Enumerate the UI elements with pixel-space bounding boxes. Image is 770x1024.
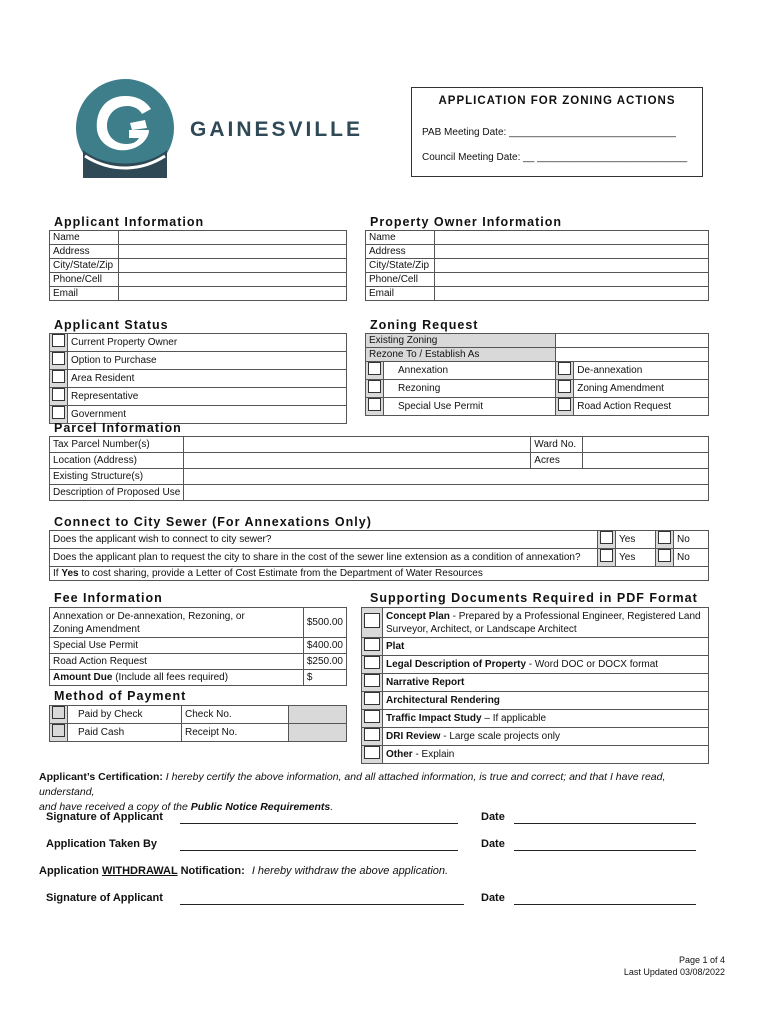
owner-field-label: Address xyxy=(366,245,435,259)
applicant-address-input[interactable] xyxy=(119,245,347,259)
withdraw-text: I hereby withdraw the above application. xyxy=(251,865,449,877)
status-representative-checkbox[interactable] xyxy=(52,388,65,401)
checkbox-cell xyxy=(362,746,383,764)
paid-cash-label: Paid Cash xyxy=(68,724,182,742)
note-if: If xyxy=(53,568,62,579)
owner-heading: Property Owner Information xyxy=(370,215,562,229)
logo xyxy=(75,78,375,178)
status-label: Area Resident xyxy=(68,370,347,388)
fee-line-1: Annexation or De-annexation, Rezoning, or xyxy=(53,610,245,622)
sewer-q1-no-checkbox[interactable] xyxy=(658,531,671,544)
fee-table xyxy=(49,607,347,686)
sewer-heading: Connect to City Sewer (For Annexations Only) xyxy=(54,515,372,529)
checkbox-cell xyxy=(362,608,383,638)
payment-heading: Method of Payment xyxy=(54,689,187,703)
applicant-phone-input[interactable] xyxy=(119,273,347,287)
check-no-label: Check No. xyxy=(182,706,289,724)
status-owner-checkbox[interactable] xyxy=(52,334,65,347)
sewer-table xyxy=(49,530,709,581)
certification-text: I hereby certify the above information, and all attached information, is true and correct; and that I have read, understand, xyxy=(39,771,666,798)
checkbox-cell xyxy=(656,531,674,549)
sewer-q2-yes-checkbox[interactable] xyxy=(600,549,613,562)
existing-zoning-label: Existing Zoning xyxy=(366,334,556,348)
checkbox-cell xyxy=(50,724,68,742)
fee-heading: Fee Information xyxy=(54,591,163,605)
checkbox-cell xyxy=(50,370,68,388)
checkbox-cell xyxy=(598,549,616,567)
checkbox-cell xyxy=(366,380,384,398)
checkbox-cell xyxy=(556,380,574,398)
sewer-note xyxy=(50,567,709,581)
amount-due-bold: Amount Due xyxy=(53,672,113,683)
checkbox-cell xyxy=(362,656,383,674)
yes-label: Yes xyxy=(616,549,656,567)
applicant-field-label: Phone/Cell xyxy=(50,273,119,287)
applicant-field-label: Address xyxy=(50,245,119,259)
status-label: Government xyxy=(68,406,347,424)
checkbox-cell xyxy=(556,398,574,416)
checkbox-cell xyxy=(362,638,383,656)
note-yes: Yes xyxy=(61,568,79,579)
plat-label xyxy=(383,638,709,656)
yes-label: Yes xyxy=(616,531,656,549)
fee-label: Special Use Permit xyxy=(50,638,304,654)
zoning-option-label: Annexation xyxy=(384,362,556,380)
applicant-email-input[interactable] xyxy=(119,287,347,301)
paid-cash-checkbox[interactable] xyxy=(52,724,65,737)
status-table xyxy=(49,333,347,424)
applicant-field-label: Name xyxy=(50,231,119,245)
checkbox-cell xyxy=(362,692,383,710)
road-action-checkbox[interactable] xyxy=(558,398,571,411)
rezoning-checkbox[interactable] xyxy=(368,380,381,393)
architectural-rendering-checkbox[interactable] xyxy=(364,692,380,705)
structures-input[interactable] xyxy=(184,469,709,485)
status-label: Current Property Owner xyxy=(68,334,347,352)
concept-plan-checkbox[interactable] xyxy=(364,613,380,628)
applicant-table xyxy=(49,230,347,301)
public-notice-link[interactable]: Public Notice Requirements xyxy=(190,801,331,813)
checkbox-cell xyxy=(556,362,574,380)
doc-bold: Other xyxy=(386,749,413,760)
certification-label: Applicant’s Certification: xyxy=(39,771,163,783)
doc-bold: Plat xyxy=(386,641,405,652)
doc-rest: - Explain xyxy=(412,749,455,760)
zoning-option-label: Road Action Request xyxy=(574,398,709,416)
taken-by-line[interactable] xyxy=(180,850,458,851)
fee-value: $250.00 xyxy=(303,654,346,670)
date-label-3: Date xyxy=(481,892,505,904)
applicant-field-label: City/State/Zip xyxy=(50,259,119,273)
no-label: No xyxy=(674,549,709,567)
checkbox-cell xyxy=(656,549,674,567)
doc-rest: – If applicable xyxy=(481,713,547,724)
description-input[interactable] xyxy=(184,485,709,501)
paid-check-checkbox[interactable] xyxy=(52,706,65,719)
check-no-input[interactable] xyxy=(289,706,347,724)
owner-field-label: City/State/Zip xyxy=(366,259,435,273)
zoning-heading: Zoning Request xyxy=(370,318,479,332)
checkbox-cell xyxy=(362,674,383,692)
doc-bold: Legal Description of Property xyxy=(386,659,527,670)
fee-line-2: Zoning Amendment xyxy=(53,623,140,635)
owner-email-input[interactable] xyxy=(435,287,709,301)
sewer-q2-no-checkbox[interactable] xyxy=(658,549,671,562)
status-option-checkbox[interactable] xyxy=(52,352,65,365)
signature-line-2[interactable] xyxy=(180,904,464,905)
note-rest: to cost sharing, provide a Letter of Cost Estimate from the Department of Water Resources xyxy=(78,568,483,579)
annexation-checkbox[interactable] xyxy=(368,362,381,375)
location-label: Location (Address) xyxy=(50,453,184,469)
traffic-study-checkbox[interactable] xyxy=(364,710,380,723)
rezone-input[interactable] xyxy=(556,348,709,362)
amount-due-note: (Include all fees required) xyxy=(112,672,229,683)
status-government-checkbox[interactable] xyxy=(52,406,65,419)
doc-bold: Architectural Rendering xyxy=(386,695,500,706)
applicant-field-label: Email xyxy=(50,287,119,301)
logo-text: GAINESVILLE xyxy=(190,118,364,141)
checkbox-cell xyxy=(50,706,68,724)
signature-line[interactable] xyxy=(180,823,458,824)
status-resident-checkbox[interactable] xyxy=(52,370,65,383)
signature-label-2: Signature of Applicant xyxy=(46,892,163,904)
rezone-label: Rezone To / Establish As xyxy=(366,348,556,362)
docs-heading: Supporting Documents Required in PDF Format xyxy=(370,591,698,605)
certification-end: . xyxy=(330,801,334,813)
owner-table xyxy=(365,230,709,301)
certification xyxy=(39,770,719,815)
fee-value: $400.00 xyxy=(303,638,346,654)
status-heading: Applicant Status xyxy=(54,318,169,332)
doc-bold: Traffic Impact Study xyxy=(386,713,482,724)
parcel-table xyxy=(49,436,709,501)
owner-field-label: Phone/Cell xyxy=(366,273,435,287)
certification-text: and have received a copy of the xyxy=(39,801,191,813)
paid-check-label: Paid by Check xyxy=(68,706,182,724)
checkbox-cell xyxy=(362,728,383,746)
doc-bold: Narrative Report xyxy=(386,677,465,688)
other-label xyxy=(383,746,709,764)
owner-address-input[interactable] xyxy=(435,245,709,259)
applicant-city-input[interactable] xyxy=(119,259,347,273)
deannexation-checkbox[interactable] xyxy=(558,362,571,375)
doc-rest: - Large scale projects only xyxy=(440,731,560,742)
owner-field-label: Email xyxy=(366,287,435,301)
fee-value: $500.00 xyxy=(303,608,346,638)
owner-name-input[interactable] xyxy=(435,231,709,245)
legal-description-label xyxy=(383,656,709,674)
location-input[interactable] xyxy=(184,453,531,469)
zoning-option-label: De-annexation xyxy=(574,362,709,380)
structures-label: Existing Structure(s) xyxy=(50,469,184,485)
fee-annexation-label xyxy=(50,608,304,638)
withdraw-label: Application xyxy=(39,865,102,877)
amount-due-label xyxy=(50,670,304,686)
zoning-option-label: Zoning Amendment xyxy=(574,380,709,398)
narrative-report-checkbox[interactable] xyxy=(364,674,380,687)
date-line-2[interactable] xyxy=(514,850,696,851)
acres-input[interactable] xyxy=(583,453,709,469)
owner-field-label: Name xyxy=(366,231,435,245)
doc-rest: Surveyor, Architect, or Landscape Architect xyxy=(386,623,577,635)
docs-table xyxy=(361,607,709,764)
special-use-checkbox[interactable] xyxy=(368,398,381,411)
applicant-heading: Applicant Information xyxy=(54,215,205,229)
doc-bold: DRI Review xyxy=(386,731,441,742)
zoning-amendment-checkbox[interactable] xyxy=(558,380,571,393)
withdraw-label-end: Notification: xyxy=(177,865,245,877)
sewer-question-2: Does the applicant plan to request the city to share in the cost of the sewer line extension as a condition of annexation? xyxy=(50,549,598,567)
payment-table xyxy=(49,705,347,742)
checkbox-cell xyxy=(50,334,68,352)
zoning-table xyxy=(365,333,709,416)
existing-zoning-input[interactable] xyxy=(556,334,709,348)
other-checkbox[interactable] xyxy=(364,746,380,759)
tax-parcel-input[interactable] xyxy=(184,437,531,453)
traffic-study-label xyxy=(383,710,709,728)
architectural-rendering-label xyxy=(383,692,709,710)
checkbox-cell xyxy=(366,398,384,416)
date-line-3[interactable] xyxy=(514,904,696,905)
applicant-name-input[interactable] xyxy=(119,231,347,245)
date-label-2: Date xyxy=(481,838,505,850)
checkbox-cell xyxy=(50,388,68,406)
zoning-option-label: Rezoning xyxy=(384,380,556,398)
owner-city-input[interactable] xyxy=(435,259,709,273)
council-meeting-date[interactable]: Council Meeting Date: __ ___________________________ xyxy=(422,152,688,163)
doc-rest: - Prepared by a Professional Engineer, Registered Land xyxy=(449,610,701,622)
pab-meeting-date[interactable]: PAB Meeting Date: ______________________________ xyxy=(422,127,676,138)
title-box xyxy=(411,87,703,177)
owner-phone-input[interactable] xyxy=(435,273,709,287)
taken-by-label: Application Taken By xyxy=(46,838,158,850)
last-updated: Last Updated 03/08/2022 xyxy=(623,967,725,977)
doc-bold: Concept Plan xyxy=(386,610,450,622)
date-line[interactable] xyxy=(514,823,696,824)
checkbox-cell xyxy=(366,362,384,380)
receipt-no-label: Receipt No. xyxy=(182,724,289,742)
form-title: APPLICATION FOR ZONING ACTIONS xyxy=(438,95,676,107)
narrative-report-label xyxy=(383,674,709,692)
checkbox-cell xyxy=(598,531,616,549)
parcel-heading: Parcel Information xyxy=(54,421,182,435)
sewer-q1-yes-checkbox[interactable] xyxy=(600,531,613,544)
doc-rest: - Word DOC or DOCX format xyxy=(526,659,659,670)
checkbox-cell xyxy=(50,352,68,370)
ward-input[interactable] xyxy=(583,437,709,453)
date-label: Date xyxy=(481,811,505,823)
page-number: Page 1 of 4 xyxy=(678,955,725,965)
tax-parcel-label: Tax Parcel Number(s) xyxy=(50,437,184,453)
status-label: Option to Purchase xyxy=(68,352,347,370)
withdrawal-notification xyxy=(39,865,448,877)
dri-review-checkbox[interactable] xyxy=(364,728,380,741)
acres-label: Acres xyxy=(531,453,583,469)
checkbox-cell xyxy=(362,710,383,728)
amount-due-input[interactable]: $ xyxy=(303,670,346,686)
no-label: No xyxy=(674,531,709,549)
plat-checkbox[interactable] xyxy=(364,638,380,651)
gainesville-logo-icon xyxy=(75,78,175,178)
ward-label: Ward No. xyxy=(531,437,583,453)
signature-label: Signature of Applicant xyxy=(46,811,163,823)
withdraw-underlined: WITHDRAWAL xyxy=(101,865,178,877)
fee-label: Road Action Request xyxy=(50,654,304,670)
description-label: Description of Proposed Use xyxy=(50,485,184,501)
legal-description-checkbox[interactable] xyxy=(364,656,380,669)
status-label: Representative xyxy=(68,388,347,406)
dri-review-label xyxy=(383,728,709,746)
zoning-option-label: Special Use Permit xyxy=(384,398,556,416)
concept-plan-label xyxy=(383,608,709,638)
receipt-no-input[interactable] xyxy=(289,724,347,742)
sewer-question-1: Does the applicant wish to connect to city sewer? xyxy=(50,531,598,549)
